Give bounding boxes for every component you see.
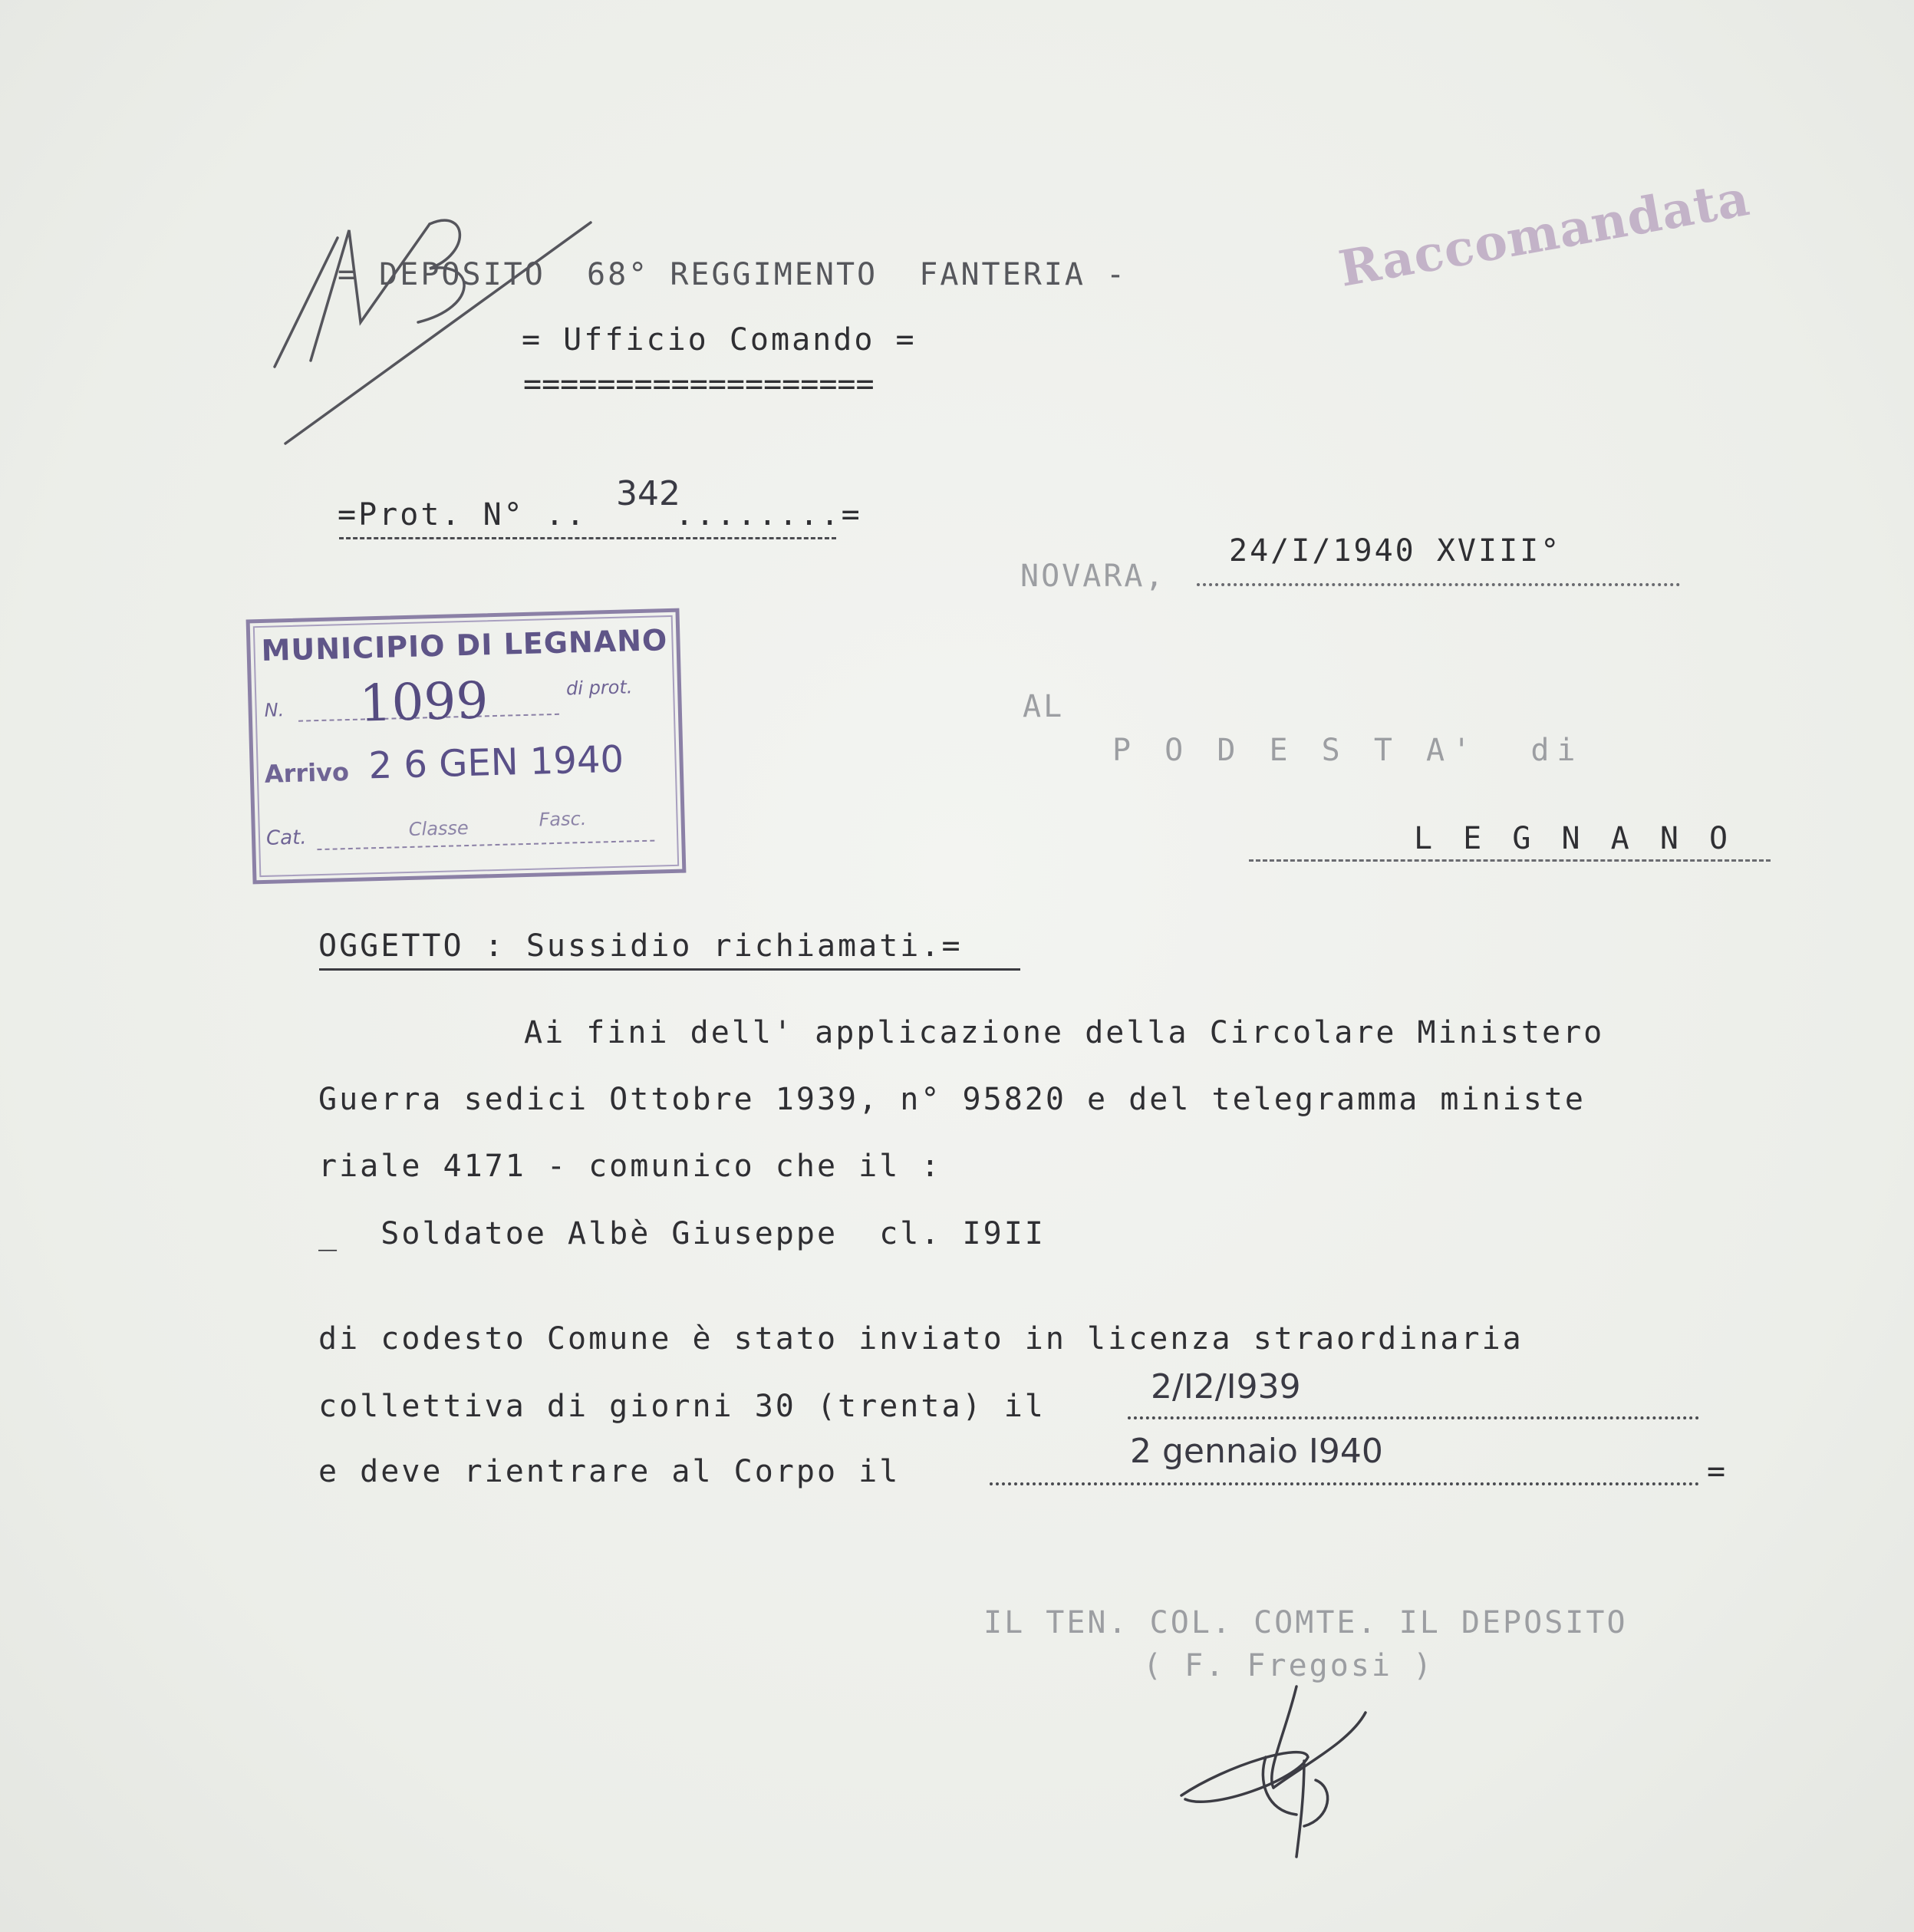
recipient-al: AL (1023, 689, 1065, 724)
recipient-city: L E G N A N O (1414, 821, 1734, 856)
handwritten-initials (275, 220, 591, 443)
stamp-protocol-number: 1099 (358, 671, 489, 734)
handwritten-signature (1181, 1686, 1365, 1857)
stamp-arrival-label: Arrivo (264, 757, 350, 789)
subject-line: OGGETTO : Sussidio richiamati.= (318, 928, 963, 964)
body-line-6: e deve rientrare al Corpo il (318, 1454, 901, 1489)
body-line-5: collettiva di giorni 30 (trenta) il (318, 1389, 1046, 1424)
stamp-class-label: Classe (408, 816, 469, 840)
signature-name: ( F. Fregosi ) (1143, 1648, 1435, 1683)
stamp-n-label: N. (264, 699, 285, 721)
protocol-number: 342 (616, 474, 680, 513)
body-line-2: Guerra sedici Ottobre 1939, n° 95820 e del telegramma ministe (318, 1082, 1586, 1117)
header-title: = DEPOSITO 68° REGGIMENTO FANTERIA - (338, 257, 1128, 292)
body-line-1: Ai fini dell' applicazione della Circolare Ministero (524, 1015, 1605, 1050)
signature-title: IL TEN. COL. COMTE. IL DEPOSITO (983, 1605, 1628, 1640)
dateline-place: NOVARA, (1020, 559, 1166, 594)
raccomandata-stamp: Raccomandata (1335, 169, 1754, 298)
header-underline: =================== (523, 367, 875, 402)
stamp-title: MUNICIPIO DI LEGNANO (261, 623, 668, 668)
body-line-3: riale 4171 - comunico che il : (318, 1149, 942, 1184)
leave-start-date: 2/I2/I939 (1151, 1367, 1301, 1406)
stamp-cat-label: Cat. (265, 826, 307, 850)
header-office: = Ufficio Comando = (522, 322, 917, 358)
body-line-6-end: = (1707, 1454, 1728, 1489)
return-date: 2 gennaio I940 (1130, 1432, 1383, 1471)
stamp-prot-label: di prot. (565, 676, 633, 700)
soldier-line: _ Soldatoe Albè Giuseppe cl. I9II (318, 1216, 1046, 1251)
protocol-end: ........= (675, 497, 862, 532)
body-line-4: di codesto Comune è stato inviato in licenza straordinaria (318, 1321, 1524, 1357)
recipient-podesta: P O D E S T A' di (1112, 733, 1583, 768)
stamp-arrival-date: 2 6 GEN 1940 (367, 737, 624, 788)
stamp-fasc-label: Fasc. (539, 807, 587, 831)
dateline-date: 24/I/1940 XVIII° (1229, 533, 1562, 569)
protocol-label: =Prot. N° .. (338, 497, 587, 532)
